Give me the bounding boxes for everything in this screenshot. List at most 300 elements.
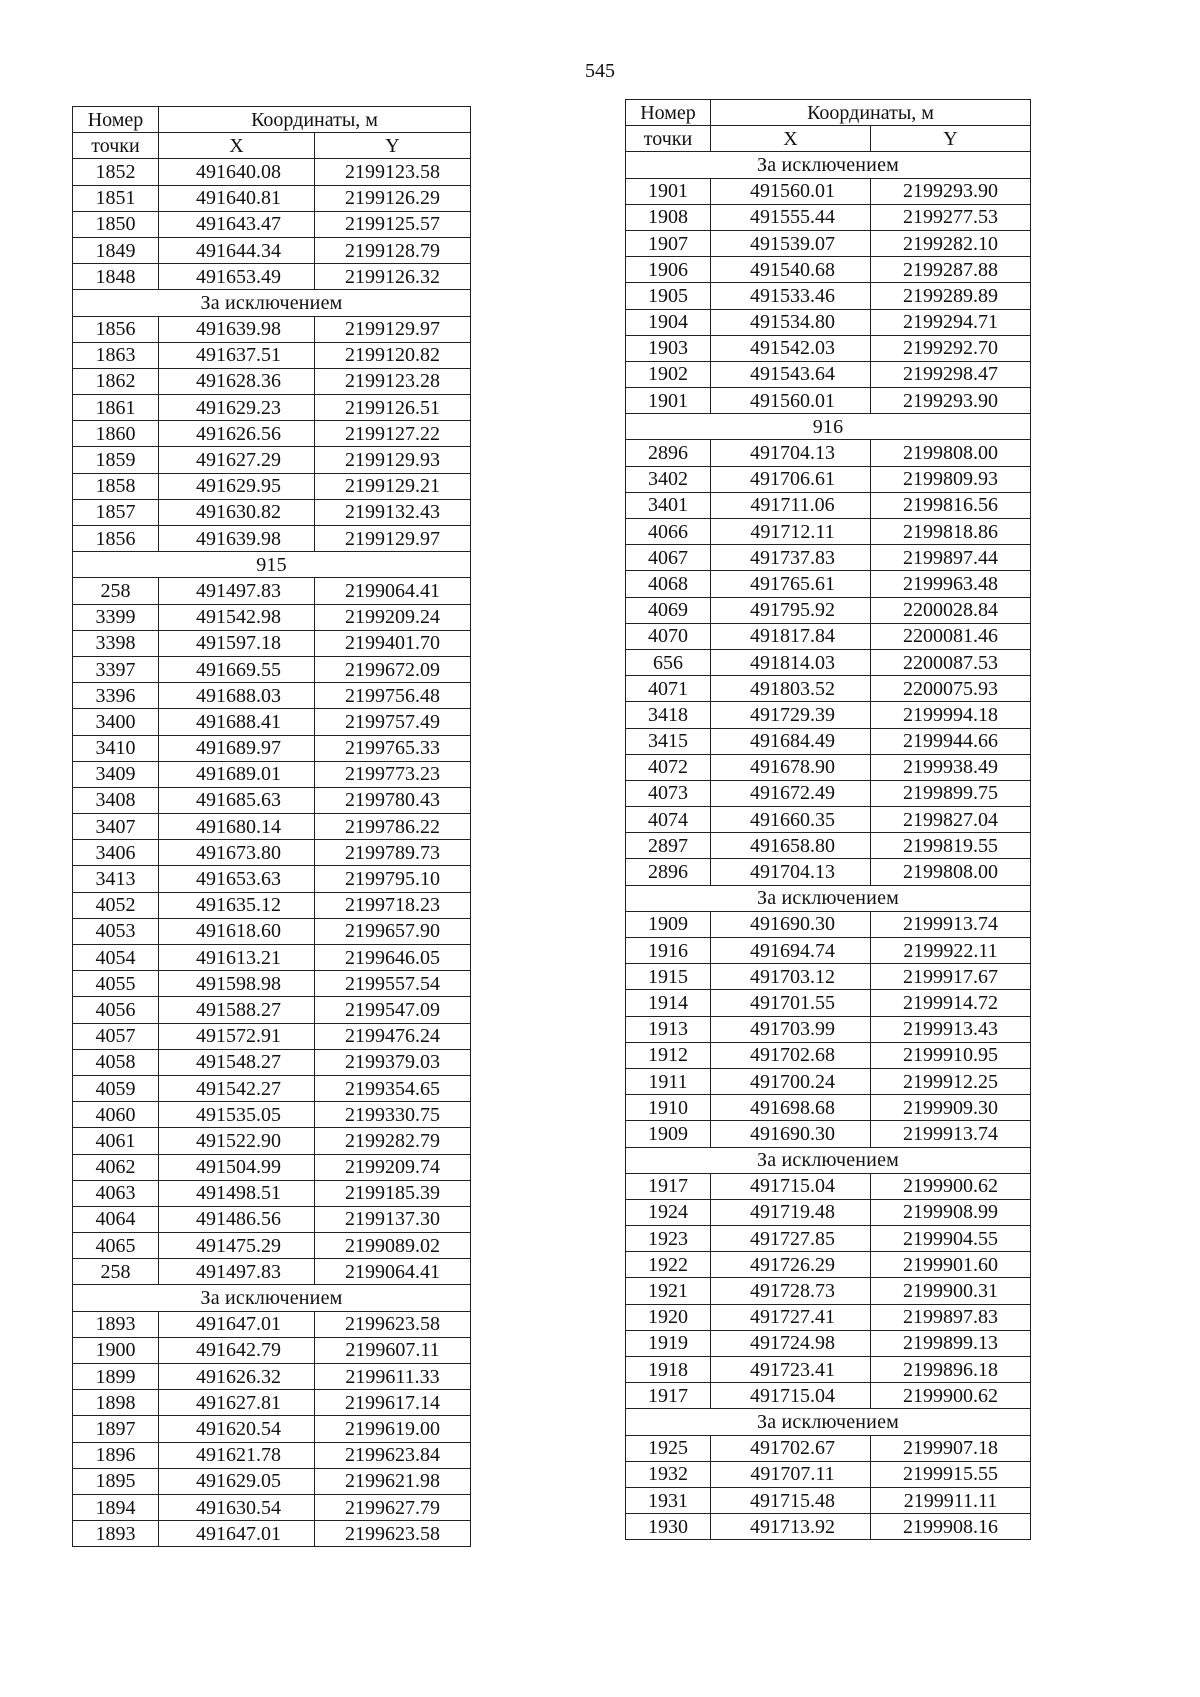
table-row <box>626 519 1031 545</box>
x-coordinate-cell: 491540.68 <box>711 257 871 283</box>
x-coordinate-cell: 491533.46 <box>711 283 871 309</box>
point-number-cell: 1921 <box>626 1278 711 1304</box>
y-coordinate-cell: 2199913.43 <box>871 1016 1031 1042</box>
y-coordinate-cell: 2200081.46 <box>871 623 1031 649</box>
x-coordinate-cell: 491647.01 <box>159 1521 315 1547</box>
y-coordinate-cell: 2199657.90 <box>315 918 471 944</box>
table-row <box>73 159 471 185</box>
y-coordinate-cell: 2199897.44 <box>871 545 1031 571</box>
table-row <box>626 1461 1031 1487</box>
table-row <box>626 1383 1031 1409</box>
y-coordinate-cell: 2199129.97 <box>315 316 471 342</box>
table-row <box>626 1095 1031 1121</box>
point-number-cell: 1915 <box>626 964 711 990</box>
x-coordinate-cell: 491628.36 <box>159 368 315 394</box>
point-number-cell: 4072 <box>626 754 711 780</box>
point-number-cell: 1850 <box>73 211 159 237</box>
x-coordinate-cell: 491702.67 <box>711 1435 871 1461</box>
table-row <box>73 997 471 1023</box>
y-coordinate-cell: 2199293.90 <box>871 178 1031 204</box>
y-coordinate-cell: 2199126.29 <box>315 185 471 211</box>
y-coordinate-cell: 2199914.72 <box>871 990 1031 1016</box>
table-row <box>626 1121 1031 1147</box>
table-row <box>626 1330 1031 1356</box>
y-coordinate-cell: 2199132.43 <box>315 499 471 525</box>
section-label: За исключением <box>626 885 1031 911</box>
x-coordinate-cell: 491653.49 <box>159 264 315 290</box>
point-number-cell: 2897 <box>626 833 711 859</box>
y-coordinate-cell: 2199915.55 <box>871 1461 1031 1487</box>
x-coordinate-cell: 491658.80 <box>711 833 871 859</box>
table-row <box>73 499 471 525</box>
y-coordinate-cell: 2199064.41 <box>315 578 471 604</box>
point-number-cell: 4063 <box>73 1180 159 1206</box>
y-coordinate-cell: 2199277.53 <box>871 204 1031 230</box>
y-coordinate-cell: 2199379.03 <box>315 1049 471 1075</box>
table-row <box>626 545 1031 571</box>
y-coordinate-cell: 2199808.00 <box>871 440 1031 466</box>
y-coordinate-cell: 2199917.67 <box>871 964 1031 990</box>
y-coordinate-cell: 2199476.24 <box>315 1023 471 1049</box>
y-coordinate-cell: 2199619.00 <box>315 1416 471 1442</box>
table-row <box>626 1487 1031 1513</box>
y-coordinate-cell: 2199120.82 <box>315 342 471 368</box>
point-number-cell: 1895 <box>73 1468 159 1494</box>
point-number-cell: 1919 <box>626 1330 711 1356</box>
x-coordinate-cell: 491534.80 <box>711 309 871 335</box>
point-number-cell: 1905 <box>626 283 711 309</box>
x-coordinate-cell: 491673.80 <box>159 840 315 866</box>
point-number-cell: 1932 <box>626 1461 711 1487</box>
x-coordinate-cell: 491715.04 <box>711 1173 871 1199</box>
x-coordinate-cell: 491598.98 <box>159 971 315 997</box>
x-coordinate-cell: 491613.21 <box>159 945 315 971</box>
y-coordinate-cell: 2199899.13 <box>871 1330 1031 1356</box>
section-row <box>626 885 1031 911</box>
section-label: За исключением <box>626 152 1031 178</box>
x-coordinate-cell: 491678.90 <box>711 754 871 780</box>
table-row <box>626 309 1031 335</box>
point-number-cell: 3413 <box>73 866 159 892</box>
point-number-cell: 4060 <box>73 1102 159 1128</box>
table-row <box>626 728 1031 754</box>
table-row <box>73 604 471 630</box>
x-coordinate-cell: 491704.13 <box>711 440 871 466</box>
table-row <box>73 1416 471 1442</box>
x-coordinate-cell: 491639.98 <box>159 526 315 552</box>
point-number-cell: 4064 <box>73 1206 159 1232</box>
point-number-cell: 1916 <box>626 938 711 964</box>
y-coordinate-cell: 2199908.99 <box>871 1199 1031 1225</box>
point-number-cell: 1862 <box>73 368 159 394</box>
x-coordinate-cell: 491639.98 <box>159 316 315 342</box>
y-coordinate-cell: 2199809.93 <box>871 466 1031 492</box>
x-coordinate-cell: 491698.68 <box>711 1095 871 1121</box>
header-row-bottom <box>73 133 471 159</box>
y-coordinate-cell: 2199123.28 <box>315 368 471 394</box>
x-coordinate-cell: 491644.34 <box>159 237 315 263</box>
table-row <box>626 1435 1031 1461</box>
header-y: Y <box>315 133 471 159</box>
point-number-cell: 1898 <box>73 1390 159 1416</box>
y-coordinate-cell: 2199816.56 <box>871 492 1031 518</box>
header-x: X <box>159 133 315 159</box>
y-coordinate-cell: 2199910.95 <box>871 1042 1031 1068</box>
x-coordinate-cell: 491635.12 <box>159 892 315 918</box>
y-coordinate-cell: 2199129.21 <box>315 473 471 499</box>
table-row <box>626 964 1031 990</box>
table-row <box>626 702 1031 728</box>
section-row <box>626 152 1031 178</box>
point-number-cell: 1849 <box>73 237 159 263</box>
point-number-cell: 4069 <box>626 597 711 623</box>
point-number-cell: 4062 <box>73 1154 159 1180</box>
x-coordinate-cell: 491542.98 <box>159 604 315 630</box>
y-coordinate-cell: 2199912.25 <box>871 1068 1031 1094</box>
x-coordinate-cell: 491680.14 <box>159 814 315 840</box>
y-coordinate-cell: 2199897.83 <box>871 1304 1031 1330</box>
section-label: 915 <box>73 552 471 578</box>
y-coordinate-cell: 2199089.02 <box>315 1233 471 1259</box>
table-body-right <box>626 152 1031 1540</box>
y-coordinate-cell: 2199900.31 <box>871 1278 1031 1304</box>
point-number-cell: 1856 <box>73 526 159 552</box>
table-row <box>73 526 471 552</box>
table-row <box>73 1075 471 1101</box>
x-coordinate-cell: 491504.99 <box>159 1154 315 1180</box>
point-number-cell: 1851 <box>73 185 159 211</box>
x-coordinate-cell: 491689.97 <box>159 735 315 761</box>
y-coordinate-cell: 2199913.74 <box>871 911 1031 937</box>
point-number-cell: 1848 <box>73 264 159 290</box>
y-coordinate-cell: 2199289.89 <box>871 283 1031 309</box>
page-number: 545 <box>585 60 615 82</box>
point-number-cell: 4066 <box>626 519 711 545</box>
point-number-cell: 3400 <box>73 709 159 735</box>
point-number-cell: 4058 <box>73 1049 159 1075</box>
point-number-cell: 1901 <box>626 178 711 204</box>
point-number-cell: 4061 <box>73 1128 159 1154</box>
header-row-top <box>73 107 471 133</box>
x-coordinate-cell: 491560.01 <box>711 178 871 204</box>
section-row <box>626 1409 1031 1435</box>
table-row <box>73 421 471 447</box>
x-coordinate-cell: 491715.04 <box>711 1383 871 1409</box>
table-row <box>626 597 1031 623</box>
x-coordinate-cell: 491642.79 <box>159 1337 315 1363</box>
table-row <box>73 1049 471 1075</box>
y-coordinate-cell: 2199900.62 <box>871 1383 1031 1409</box>
x-coordinate-cell: 491715.48 <box>711 1487 871 1513</box>
point-number-cell: 1907 <box>626 230 711 256</box>
point-number-cell: 3415 <box>626 728 711 754</box>
x-coordinate-cell: 491688.03 <box>159 683 315 709</box>
x-coordinate-cell: 491620.54 <box>159 1416 315 1442</box>
point-number-cell: 3408 <box>73 787 159 813</box>
x-coordinate-cell: 491542.03 <box>711 335 871 361</box>
table-row <box>73 211 471 237</box>
table-row <box>626 492 1031 518</box>
table-row <box>73 866 471 892</box>
section-row <box>626 414 1031 440</box>
point-number-cell: 1924 <box>626 1199 711 1225</box>
table-row <box>73 1311 471 1337</box>
table-row <box>73 1468 471 1494</box>
table-row <box>626 1226 1031 1252</box>
header-row-bottom <box>626 126 1031 152</box>
table-row <box>73 787 471 813</box>
point-number-cell: 4052 <box>73 892 159 918</box>
x-coordinate-cell: 491522.90 <box>159 1128 315 1154</box>
y-coordinate-cell: 2199900.62 <box>871 1173 1031 1199</box>
y-coordinate-cell: 2199757.49 <box>315 709 471 735</box>
x-coordinate-cell: 491588.27 <box>159 997 315 1023</box>
table-row <box>73 1390 471 1416</box>
table-row <box>626 780 1031 806</box>
x-coordinate-cell: 491626.32 <box>159 1364 315 1390</box>
y-coordinate-cell: 2199718.23 <box>315 892 471 918</box>
y-coordinate-cell: 2199292.70 <box>871 335 1031 361</box>
table-row <box>73 447 471 473</box>
point-number-cell: 3409 <box>73 761 159 787</box>
x-coordinate-cell: 491629.95 <box>159 473 315 499</box>
table-row <box>73 1128 471 1154</box>
point-number-cell: 1902 <box>626 361 711 387</box>
y-coordinate-cell: 2199298.47 <box>871 361 1031 387</box>
point-number-cell: 4068 <box>626 571 711 597</box>
y-coordinate-cell: 2199795.10 <box>315 866 471 892</box>
y-coordinate-cell: 2199401.70 <box>315 630 471 656</box>
y-coordinate-cell: 2199646.05 <box>315 945 471 971</box>
y-coordinate-cell: 2199209.24 <box>315 604 471 630</box>
point-number-cell: 1908 <box>626 204 711 230</box>
table-row <box>73 918 471 944</box>
y-coordinate-cell: 2199127.22 <box>315 421 471 447</box>
header-point-number-2: точки <box>626 126 711 152</box>
y-coordinate-cell: 2199129.97 <box>315 526 471 552</box>
point-number-cell: 3396 <box>73 683 159 709</box>
x-coordinate-cell: 491497.83 <box>159 1259 315 1285</box>
table-row <box>73 656 471 682</box>
point-number-cell: 1917 <box>626 1173 711 1199</box>
table-row <box>73 368 471 394</box>
x-coordinate-cell: 491498.51 <box>159 1180 315 1206</box>
point-number-cell: 1906 <box>626 257 711 283</box>
point-number-cell: 1894 <box>73 1494 159 1520</box>
point-number-cell: 1893 <box>73 1521 159 1547</box>
x-coordinate-cell: 491706.61 <box>711 466 871 492</box>
table-row <box>73 1102 471 1128</box>
table-row <box>73 578 471 604</box>
x-coordinate-cell: 491630.82 <box>159 499 315 525</box>
x-coordinate-cell: 491729.39 <box>711 702 871 728</box>
point-number-cell: 1918 <box>626 1357 711 1383</box>
point-number-cell: 1930 <box>626 1514 711 1540</box>
point-number-cell: 3398 <box>73 630 159 656</box>
y-coordinate-cell: 2199623.58 <box>315 1311 471 1337</box>
y-coordinate-cell: 2199611.33 <box>315 1364 471 1390</box>
x-coordinate-cell: 491694.74 <box>711 938 871 964</box>
x-coordinate-cell: 491701.55 <box>711 990 871 1016</box>
coordinates-table-right <box>625 99 1031 1540</box>
point-number-cell: 4070 <box>626 623 711 649</box>
point-number-cell: 2896 <box>626 859 711 885</box>
table-row <box>73 342 471 368</box>
x-coordinate-cell: 491629.05 <box>159 1468 315 1494</box>
table-row <box>626 1199 1031 1225</box>
x-coordinate-cell: 491640.08 <box>159 159 315 185</box>
y-coordinate-cell: 2199756.48 <box>315 683 471 709</box>
x-coordinate-cell: 491637.51 <box>159 342 315 368</box>
point-number-cell: 1901 <box>626 388 711 414</box>
point-number-cell: 3406 <box>73 840 159 866</box>
y-coordinate-cell: 2199623.58 <box>315 1521 471 1547</box>
table-row <box>626 571 1031 597</box>
x-coordinate-cell: 491700.24 <box>711 1068 871 1094</box>
header-point-number: Номер <box>626 100 711 126</box>
y-coordinate-cell: 2199557.54 <box>315 971 471 997</box>
point-number-cell: 1909 <box>626 1121 711 1147</box>
y-coordinate-cell: 2199129.93 <box>315 447 471 473</box>
x-coordinate-cell: 491597.18 <box>159 630 315 656</box>
x-coordinate-cell: 491817.84 <box>711 623 871 649</box>
x-coordinate-cell: 491669.55 <box>159 656 315 682</box>
y-coordinate-cell: 2199773.23 <box>315 761 471 787</box>
x-coordinate-cell: 491647.01 <box>159 1311 315 1337</box>
point-number-cell: 1925 <box>626 1435 711 1461</box>
point-number-cell: 1863 <box>73 342 159 368</box>
x-coordinate-cell: 491643.47 <box>159 211 315 237</box>
point-number-cell: 1856 <box>73 316 159 342</box>
y-coordinate-cell: 2199621.98 <box>315 1468 471 1494</box>
x-coordinate-cell: 491486.56 <box>159 1206 315 1232</box>
table-row <box>626 204 1031 230</box>
table-row <box>626 1252 1031 1278</box>
table-row <box>626 859 1031 885</box>
point-number-cell: 4071 <box>626 676 711 702</box>
table-row <box>73 945 471 971</box>
y-coordinate-cell: 2199909.30 <box>871 1095 1031 1121</box>
x-coordinate-cell: 491684.49 <box>711 728 871 754</box>
header-coordinates: Координаты, м <box>711 100 1031 126</box>
x-coordinate-cell: 491727.41 <box>711 1304 871 1330</box>
table-row <box>626 911 1031 937</box>
table-row <box>626 938 1031 964</box>
table-row <box>73 264 471 290</box>
x-coordinate-cell: 491719.48 <box>711 1199 871 1225</box>
x-coordinate-cell: 491711.06 <box>711 492 871 518</box>
y-coordinate-cell: 2199294.71 <box>871 309 1031 335</box>
x-coordinate-cell: 491814.03 <box>711 649 871 675</box>
y-coordinate-cell: 2199607.11 <box>315 1337 471 1363</box>
header-point-number: Номер <box>73 107 159 133</box>
x-coordinate-cell: 491712.11 <box>711 519 871 545</box>
x-coordinate-cell: 491726.29 <box>711 1252 871 1278</box>
x-coordinate-cell: 491737.83 <box>711 545 871 571</box>
y-coordinate-cell: 2199944.66 <box>871 728 1031 754</box>
point-number-cell: 4056 <box>73 997 159 1023</box>
y-coordinate-cell: 2199907.18 <box>871 1435 1031 1461</box>
table-row <box>73 1206 471 1232</box>
table-row <box>626 178 1031 204</box>
x-coordinate-cell: 491539.07 <box>711 230 871 256</box>
point-number-cell: 1861 <box>73 395 159 421</box>
table-row <box>73 1233 471 1259</box>
table-row <box>626 388 1031 414</box>
x-coordinate-cell: 491713.92 <box>711 1514 871 1540</box>
table-row <box>73 814 471 840</box>
table-row <box>626 1068 1031 1094</box>
table-row <box>626 361 1031 387</box>
point-number-cell: 1893 <box>73 1311 159 1337</box>
point-number-cell: 4054 <box>73 945 159 971</box>
point-number-cell: 1922 <box>626 1252 711 1278</box>
section-row <box>73 552 471 578</box>
table-row <box>626 230 1031 256</box>
table-row <box>626 807 1031 833</box>
y-coordinate-cell: 2199899.75 <box>871 780 1031 806</box>
point-number-cell: 1911 <box>626 1068 711 1094</box>
y-coordinate-cell: 2199137.30 <box>315 1206 471 1232</box>
y-coordinate-cell: 2199123.58 <box>315 159 471 185</box>
table-row <box>73 237 471 263</box>
point-number-cell: 4057 <box>73 1023 159 1049</box>
section-row <box>73 1285 471 1311</box>
table-row <box>626 440 1031 466</box>
x-coordinate-cell: 491795.92 <box>711 597 871 623</box>
header-coordinates: Координаты, м <box>159 107 471 133</box>
point-number-cell: 1899 <box>73 1364 159 1390</box>
y-coordinate-cell: 2199818.86 <box>871 519 1031 545</box>
y-coordinate-cell: 2199128.79 <box>315 237 471 263</box>
point-number-cell: 4059 <box>73 1075 159 1101</box>
point-number-cell: 3407 <box>73 814 159 840</box>
x-coordinate-cell: 491560.01 <box>711 388 871 414</box>
x-coordinate-cell: 491702.68 <box>711 1042 871 1068</box>
y-coordinate-cell: 2199293.90 <box>871 388 1031 414</box>
x-coordinate-cell: 491660.35 <box>711 807 871 833</box>
table-row <box>73 316 471 342</box>
point-number-cell: 1913 <box>626 1016 711 1042</box>
y-coordinate-cell: 2199287.88 <box>871 257 1031 283</box>
point-number-cell: 1896 <box>73 1442 159 1468</box>
x-coordinate-cell: 491572.91 <box>159 1023 315 1049</box>
y-coordinate-cell: 2199064.41 <box>315 1259 471 1285</box>
table-row <box>73 971 471 997</box>
header-x: X <box>711 126 871 152</box>
x-coordinate-cell: 491690.30 <box>711 911 871 937</box>
table-row <box>73 735 471 761</box>
table-row <box>73 892 471 918</box>
x-coordinate-cell: 491548.27 <box>159 1049 315 1075</box>
x-coordinate-cell: 491704.13 <box>711 859 871 885</box>
y-coordinate-cell: 2199126.32 <box>315 264 471 290</box>
table-row <box>626 833 1031 859</box>
point-number-cell: 258 <box>73 578 159 604</box>
section-label: За исключением <box>626 1147 1031 1173</box>
y-coordinate-cell: 2199282.10 <box>871 230 1031 256</box>
coordinates-table-left <box>72 106 471 1547</box>
x-coordinate-cell: 491618.60 <box>159 918 315 944</box>
y-coordinate-cell: 2199808.00 <box>871 859 1031 885</box>
point-number-cell: 1859 <box>73 447 159 473</box>
y-coordinate-cell: 2200087.53 <box>871 649 1031 675</box>
table-row <box>626 754 1031 780</box>
table-row <box>626 283 1031 309</box>
table-row <box>626 649 1031 675</box>
table-row <box>626 990 1031 1016</box>
point-number-cell: 1903 <box>626 335 711 361</box>
